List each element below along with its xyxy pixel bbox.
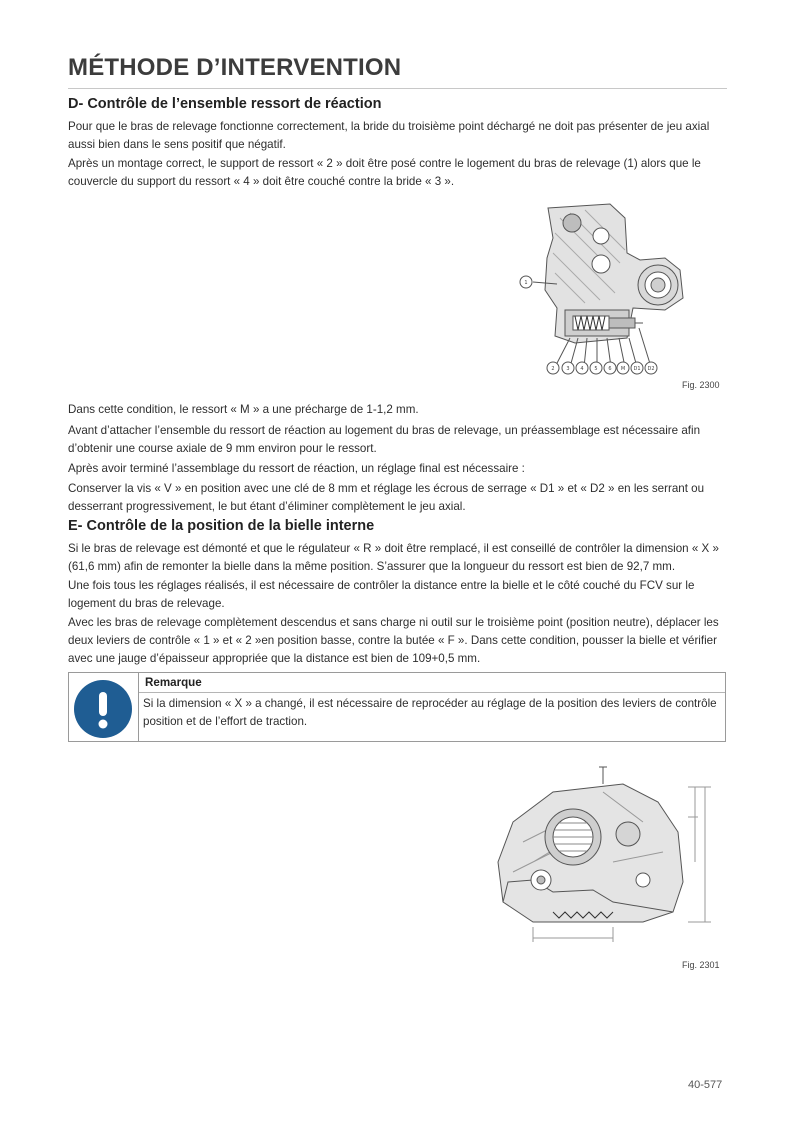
section-e-paragraph-2: Une fois tous les réglages réalisés, il est nécessaire de contrôler la distance entre la bielle et le côté couché du FCV sur le logement du bras de relevage. [68, 579, 695, 610]
callout-d2: D2 [647, 366, 655, 372]
figure-2301-caption: Fig. 2301 [682, 960, 720, 970]
figure-2300-spring-assembly [515, 198, 715, 378]
note-text: Si la dimension « X » a changé, il est nécessaire de reprocéder au réglage de la position des leviers de contrôle position et de l’effort de traction. [143, 697, 717, 728]
page-number: 40-577 [688, 1079, 723, 1091]
note-icon-cell [69, 673, 139, 741]
figure-2301-lift-housing [493, 762, 723, 952]
section-e-paragraph-3: Avec les bras de relevage complètement descendus et sans charge ni outil sur le troisième point (position neutre), déplacer les deux leviers de contrôle « 1 » et « 2 »en position basse, contre la butée « F ». Dans cette condition, pousser la bielle et vérifier avec une jauge d’épaisseur appropriée que la distance est bien de 109+0,5 mm. [68, 616, 719, 665]
note-box [68, 672, 726, 742]
callout-3: 3 [566, 366, 570, 372]
callout-1: 1 [524, 280, 528, 286]
section-d-paragraph-3: Dans cette condition, le ressort « M » a une précharge de 1-1,2 mm. [68, 403, 419, 416]
callout-6: 6 [608, 366, 612, 372]
section-d-paragraph-1: Pour que le bras de relevage fonctionne correctement, la bride du troisième point déchargé ne doit pas présenter de jeu axial aussi bien dans le sens positif que négatif. [68, 120, 710, 151]
section-d-paragraph-6: Conserver la vis « V » en position avec une clé de 8 mm et réglage les écrous de serrage « D1 » et « D2 » en les serrant ou desserrant progressivement, le but étant d’éliminer complètement le jeu axial. [68, 482, 705, 513]
note-title-divider [139, 692, 725, 693]
exclamation-icon [74, 680, 132, 738]
section-e-heading: E- Contrôle de la position de la bielle interne [68, 518, 375, 534]
title-divider [68, 88, 727, 89]
callout-2: 2 [551, 366, 555, 372]
callout-d1: D1 [633, 366, 641, 372]
callout-4: 4 [580, 366, 584, 372]
section-d-paragraph-5: Après avoir terminé l’assemblage du ressort de réaction, un réglage final est nécessaire : [68, 462, 525, 475]
note-title: Remarque [145, 676, 202, 689]
page-title: MÉTHODE D’INTERVENTION [68, 54, 402, 81]
callout-5: 5 [594, 366, 598, 372]
section-d-paragraph-4: Avant d’attacher l’ensemble du ressort de réaction au logement du bras de relevage, un préassemblage est nécessaire afin d’obtenir une course axiale de 9 mm environ pour le ressort. [68, 424, 701, 455]
section-e-paragraph-1: Si le bras de relevage est démonté et que le régulateur « R » doit être remplacé, il est conseillé de contrôler la dimension « X » (61,6 mm) afin de remonter la bielle dans la même position. S’assurer que la longueur du ressort est bien de 92,7 mm. [68, 542, 719, 573]
section-d-paragraph-2: Après un montage correct, le support de ressort « 2 » doit être posé contre le logement du bras de relevage (1) alors que le couvercle du support du ressort « 4 » doit être couché contre la bride « 3 ». [68, 157, 701, 188]
callout-m: M [620, 366, 626, 372]
section-d-heading: D- Contrôle de l’ensemble ressort de réaction [68, 96, 382, 112]
figure-2300-caption: Fig. 2300 [682, 380, 720, 390]
